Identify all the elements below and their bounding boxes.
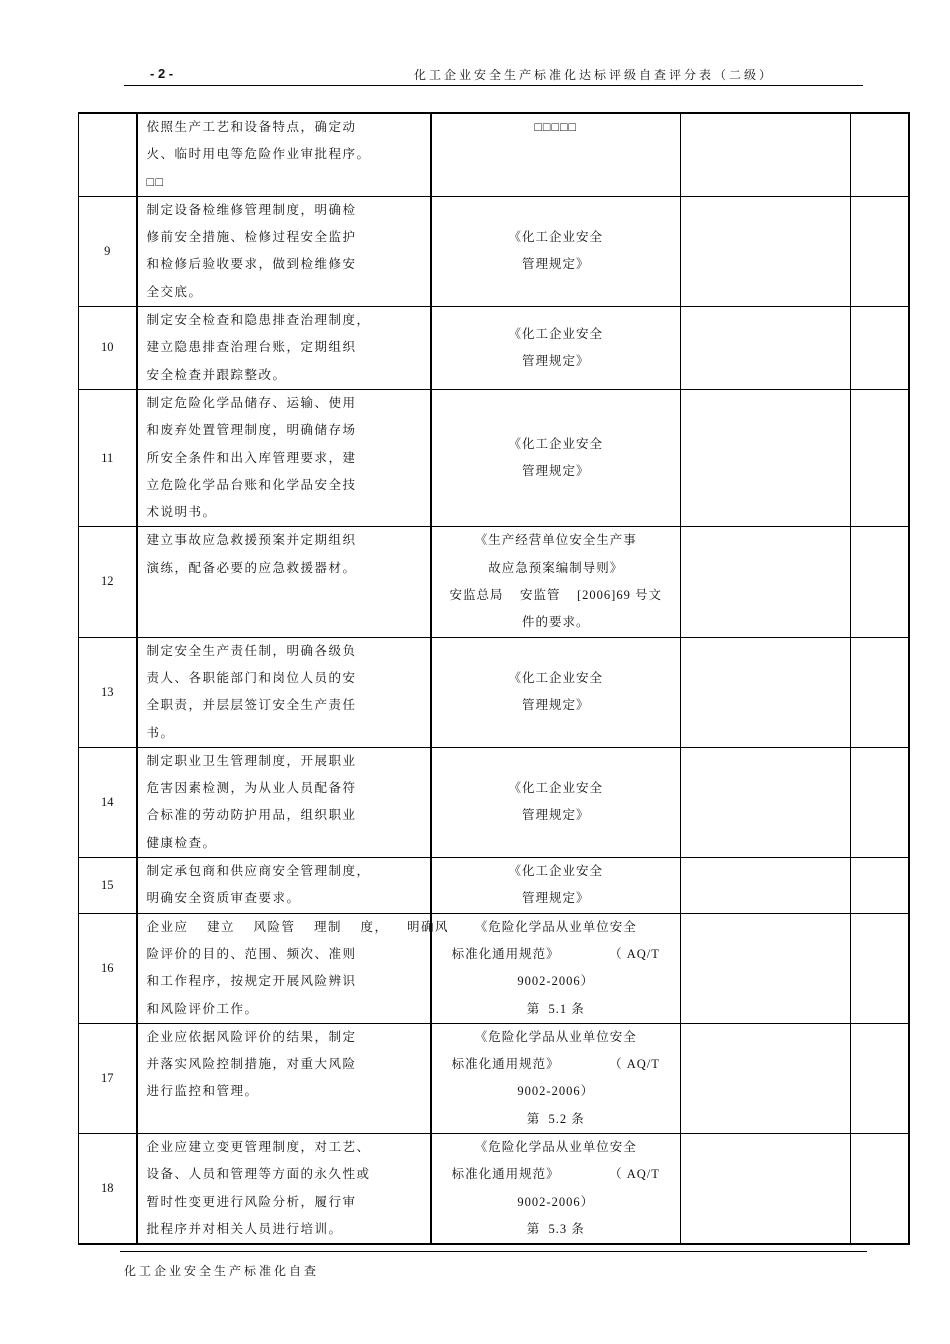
item-content-cell [137,858,431,914]
remark-cell [851,307,909,390]
remark-cell [851,637,909,747]
item-content-line: 修前安全措施、检修过程安全监护 [146,230,357,245]
row-number-cell: 17 [79,1023,137,1133]
basis-cell [431,1023,681,1133]
table-row [79,307,909,390]
basis-line: 《化工企业安全 [508,781,603,796]
item-content-line: 危害因素检测，为从业人员配备符 [146,781,357,796]
item-content-line: 并落实风险控制措施，对重大风险 [146,1057,357,1072]
basis-cell [431,858,681,914]
item-content-cell [137,637,431,747]
basis-line: 管理规定》 [521,808,590,823]
item-content-line: 全交底。 [146,284,203,299]
item-content-line: 明确安全资质审查要求。 [146,891,301,906]
remark-cell [851,113,909,196]
item-content-line: 和废弃处置管理制度，明确储存场 [146,423,357,438]
basis-line: 管理规定》 [521,257,590,272]
basis-cell [431,637,681,747]
item-content-line: 险评价的目的、范围、频次、准则 [146,946,357,961]
table-row [79,913,909,1023]
item-content-line: 和检修后验收要求，做到检维修安 [146,257,357,272]
basis-cell [431,913,681,1023]
score-cell [681,1133,851,1244]
basis-line: 标准化通用规范》 （ AQ/T [451,1057,660,1072]
item-content-line: 制定设备检维修管理制度，明确检 [146,202,357,217]
item-content-line: 健康检查。 [146,835,217,850]
basis-line: 安监总局 安监管 [2006]69 号文 [449,588,662,603]
item-content-line: 和风险评价工作。 [146,1001,259,1016]
item-content-line: 所安全条件和出入库管理要求，建 [146,450,357,465]
basis-line: 管理规定》 [521,698,590,713]
item-content-line: 火、临时用电等危险作业审批程序。 [146,147,371,162]
score-cell [681,858,851,914]
basis-cell [431,1133,681,1244]
item-content-line: 依照生产工艺和设备特点，确定动 [146,120,357,134]
basis-cell [431,307,681,390]
item-content-line: 进行监控和管理。 [146,1084,259,1099]
basis-line: 《化工企业安全 [508,326,603,341]
item-content-line: 建立隐患排查治理台账，定期组织 [146,340,357,355]
score-cell [681,747,851,857]
row-number-cell: 15 [79,858,137,914]
item-content-cell [137,913,450,1023]
basis-line: 标准化通用规范》 （ AQ/T [451,1167,660,1182]
item-content-line: 企业应依据风险评价的结果，制定 [146,1029,357,1044]
page-number: - 2 - [150,66,174,81]
remark-cell [851,913,909,1023]
row-number-cell: 10 [79,307,137,390]
table-row [79,637,909,747]
assessment-table-body [79,113,909,1244]
basis-line: 件的要求。 [521,615,590,630]
row-number-cell: 9 [79,196,137,306]
table-row [79,858,909,914]
basis-line: 9002-2006） [517,1194,595,1209]
page-header-title: 化工企业安全生产标准化达标评级自查评分表（二级） [414,68,775,82]
remark-cell [851,527,909,637]
basis-line: 标准化通用规范》 （ AQ/T [451,946,660,961]
item-content-line: 制定安全检查和隐患排查治理制度， [146,313,371,328]
item-content-line: 暂时性变更进行风险分析，履行审 [146,1194,357,1209]
item-content-line: □□ [146,174,165,189]
basis-cell [431,196,681,306]
item-content-line: 制定安全生产责任制，明确各级负 [146,643,357,658]
item-content-line: 批程序并对相关人员进行培训。 [146,1221,343,1236]
footer-text: 化工企业安全生产标准化自查 [124,1264,320,1278]
score-cell [681,913,851,1023]
remark-cell [851,858,909,914]
item-content-line: 制定承包商和供应商安全管理制度， [146,864,371,879]
basis-line: 第 5.1 条 [526,1001,585,1016]
basis-line: 《危险化学品从业单位安全 [474,919,637,934]
assessment-table [78,112,910,1245]
basis-line: 《化工企业安全 [508,864,603,879]
item-content-line: 制定职业卫生管理制度，开展职业 [146,753,357,768]
item-content-line: 合标准的劳动防护用品，组织职业 [146,808,357,823]
table-row [79,747,909,857]
basis-line: 故应急预案编制导则》 [488,560,624,575]
remark-cell [851,196,909,306]
table-row [79,196,909,306]
score-cell [681,527,851,637]
item-content-line: 责人、各职能部门和岗位人员的安 [146,670,357,685]
score-cell [681,637,851,747]
row-number-cell: 18 [79,1133,137,1244]
item-content-cell [137,307,431,390]
score-cell [681,113,851,196]
row-number-cell: 12 [79,527,137,637]
header-rule [124,85,863,86]
basis-line: 管理规定》 [521,891,590,906]
remark-cell [851,389,909,526]
item-content-line: 建立事故应急救援预案并定期组织 [146,533,357,548]
basis-line: 第 5.2 条 [526,1111,585,1126]
item-content-line: 立危险化学品台账和化学品安全技 [146,477,357,492]
basis-line: 管理规定》 [521,354,590,369]
item-content-cell [137,527,431,637]
basis-line: 管理规定》 [521,464,590,479]
table-row [79,527,909,637]
basis-line: 9002-2006） [517,1084,595,1099]
table-row [79,113,909,196]
remark-cell [851,1023,909,1133]
basis-line: 《危险化学品从业单位安全 [474,1029,637,1044]
item-content-line: 演练，配备必要的应急救援器材。 [146,560,357,575]
basis-line: 《化工企业安全 [508,230,603,245]
item-content-cell [137,747,431,857]
table-row [79,1133,909,1244]
basis-cell [431,389,681,526]
item-content-line: 书。 [146,725,175,740]
basis-cell [431,527,681,637]
item-content-cell [137,1133,431,1244]
footer-rule [120,1251,867,1252]
score-cell [681,307,851,390]
item-content-line: 制定危险化学品储存、运输、使用 [146,395,357,410]
item-content-cell [137,196,431,306]
basis-line: 《危险化学品从业单位安全 [474,1139,637,1154]
row-number-cell: 13 [79,637,137,747]
item-content-line: 安全检查并跟踪整改。 [146,367,287,382]
basis-cell [431,113,681,196]
item-content-cell [137,389,431,526]
item-content-line: 术说明书。 [146,505,217,520]
remark-cell [851,747,909,857]
basis-cell [431,747,681,857]
row-number-cell [79,113,137,196]
item-content-cell [137,113,431,196]
item-content-line: 全职责，并层层签订安全生产责任 [146,698,357,713]
row-number-cell: 16 [79,913,137,1023]
basis-line: 第 5.3 条 [526,1221,585,1236]
basis-line: □□□□□ [534,120,578,134]
score-cell [681,389,851,526]
item-content-line: 企业应建立变更管理制度，对工艺、 [146,1139,371,1154]
basis-line: 《化工企业安全 [508,670,603,685]
item-content-line: 设备、人员和管理等方面的永久性或 [146,1167,371,1182]
remark-cell [851,1133,909,1244]
item-content-line: 企业应 建立 风险管 理制 度， 明确风 [146,919,450,934]
score-cell [681,196,851,306]
row-number-cell: 11 [79,389,137,526]
table-row [79,1023,909,1133]
basis-line: 《生产经营单位安全生产事 [474,533,637,548]
score-cell [681,1023,851,1133]
item-content-line: 和工作程序，按规定开展风险辨识 [146,974,357,989]
basis-line: 9002-2006） [517,974,595,989]
item-content-cell [137,1023,431,1133]
row-number-cell: 14 [79,747,137,857]
basis-line: 《化工企业安全 [508,436,603,451]
table-row [79,389,909,526]
